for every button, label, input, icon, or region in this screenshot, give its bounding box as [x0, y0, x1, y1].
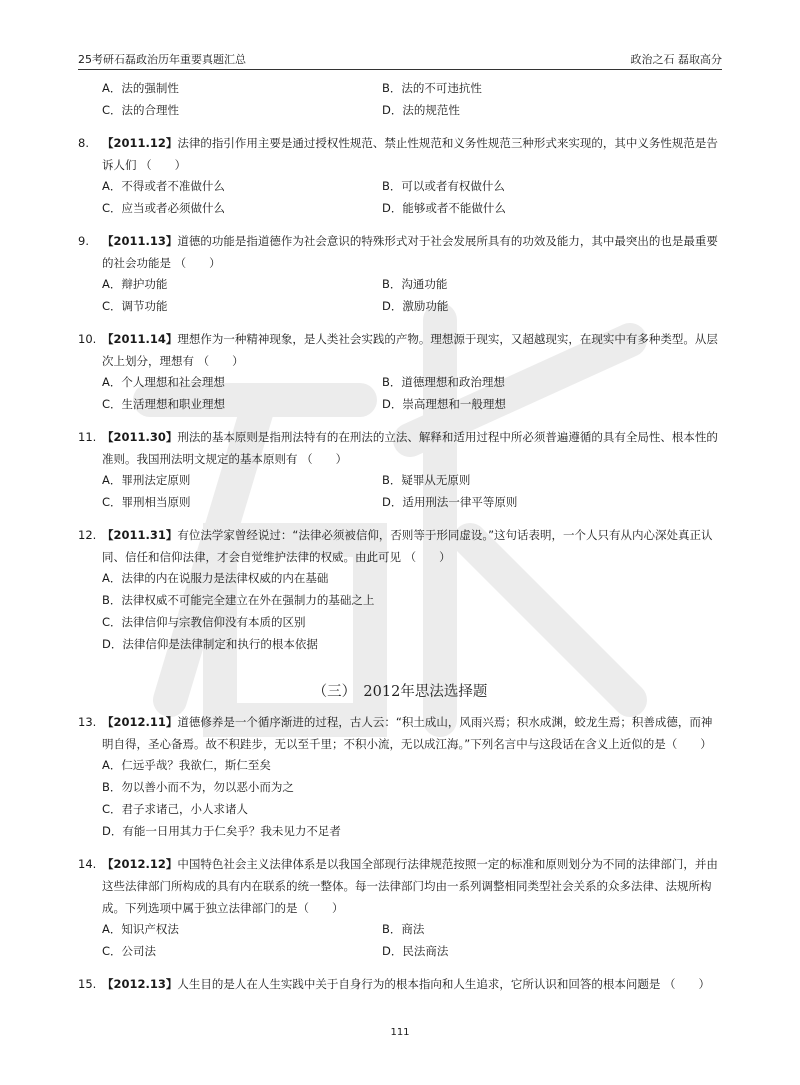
question-text: 道德修养是一个循序渐进的过程，古人云：“积土成山，风雨兴焉；积水成渊，蛟龙生焉；积善成德，而神明自得，圣心备焉。故不积跬步，无以至千里；不积小流，无以成江海。”下列名言中与这段话在含义上近似的是（ ）: [102, 715, 713, 752]
page-number: 111: [390, 1027, 410, 1038]
option-row: [78, 296, 722, 318]
question-number: 11.: [78, 430, 97, 444]
option-row: [78, 100, 722, 122]
option-a: A．知识产权法: [102, 922, 179, 937]
option-row: [78, 274, 722, 296]
question-10: [78, 328, 722, 416]
option-b: B．可以或者有权做什么: [382, 179, 505, 194]
option-b: B．疑罪从无原则: [382, 473, 471, 488]
question-text: 刑法的基本原则是指刑法特有的在刑法的立法、解释和适用过程中所必须普遍遵循的具有全局性、根本性的准则。我国刑法明文规定的基本原则有 （ ）: [102, 430, 718, 466]
option-a: A．辩护功能: [102, 277, 168, 292]
question-text: 道德的功能是指道德作为社会意识的特殊形式对于社会发展所具有的功效及能力，其中最突出的也是最重要的社会功能是 （ ）: [102, 234, 718, 270]
question-11: [78, 426, 722, 514]
question-14: [78, 853, 722, 963]
option-b: B．勿以善小而不为，勿以恶小而为之: [102, 780, 294, 795]
option-a: A．法的强制性: [102, 81, 179, 96]
page-content: [78, 78, 722, 995]
question-year: 【2011.31】: [102, 528, 178, 542]
question-year: 【2012.13】: [102, 977, 178, 992]
option-row: [78, 372, 722, 394]
question-number: 8.: [78, 136, 89, 150]
option-c: C．法的合理性: [102, 103, 180, 118]
question-year: 【2011.13】: [102, 234, 178, 248]
option-c: C．君子求诸己，小人求诸人: [102, 802, 249, 817]
option-row: [78, 394, 722, 416]
option-b: B．沟通功能: [382, 277, 448, 292]
option-a: A．法律的内在说服力是法律权威的内在基础: [102, 571, 329, 586]
question-15: [78, 973, 722, 995]
question-number: 14.: [78, 857, 97, 872]
section-title: （三） 2012年思法选择题: [312, 684, 488, 700]
option-b: B．道德理想和政治理想: [382, 375, 505, 390]
option-d: D．能够或者不能做什么: [382, 201, 506, 216]
option-b: B．法律权威不可能完全建立在外在强制力的基础之上: [102, 593, 375, 608]
option-d: D．崇高理想和一般理想: [382, 397, 506, 412]
option-b: B．法的不可违抗性: [382, 81, 482, 96]
option-row: [78, 470, 722, 492]
question-text: 人生目的是人在人生实践中关于自身行为的根本指向和人生追求，它所认识和回答的根本问题是 （ ）: [177, 977, 711, 992]
question-number: 12.: [78, 528, 97, 542]
option-d: D．法的规范性: [382, 103, 460, 118]
option-c: C．调节功能: [102, 299, 168, 314]
option-a: A．罪刑法定原则: [102, 473, 191, 488]
option-a: A．个人理想和社会理想: [102, 375, 225, 390]
page-header: [78, 52, 722, 68]
option-c: C．法律信仰与宗教信仰没有本质的区别: [102, 615, 306, 630]
option-a: A．不得或者不准做什么: [102, 179, 225, 194]
option-d: D．激励功能: [382, 299, 449, 314]
option-d: D．法律信仰是法律制定和执行的根本依据: [102, 637, 318, 652]
question-number: 10.: [78, 332, 97, 346]
option-d: D．民法商法: [382, 944, 449, 959]
option-row: [78, 78, 722, 100]
question-9: [78, 230, 722, 318]
option-c: C．应当或者必须做什么: [102, 201, 226, 216]
question-year: 【2012.11】: [102, 715, 178, 730]
question-13: [78, 711, 722, 843]
question-number: 15.: [78, 977, 97, 992]
option-d: D．有能一日用其力于仁矣乎？我未见力不足者: [102, 824, 341, 839]
question-12: [78, 524, 722, 656]
option-list: [78, 568, 722, 656]
option-row: [78, 198, 722, 220]
question-year: 【2012.12】: [102, 857, 178, 872]
question-year: 【2011.30】: [102, 430, 178, 444]
option-a: A．仁远乎哉？我欲仁，斯仁至矣: [102, 758, 271, 773]
question-year: 【2011.14】: [102, 332, 178, 346]
question-8: [78, 132, 722, 220]
header-slogan: 政治之石 磊取高分: [630, 53, 722, 67]
option-row: [78, 941, 722, 963]
option-c: C．罪刑相当原则: [102, 495, 191, 510]
question-text: 有位法学家曾经说过：“法律必须被信仰，否则等于形同虚设。”这句话表明，一个人只有从内心深处真正认同、信任和信仰法律，才会自觉维护法律的权威。由此可见 （ ）: [102, 528, 713, 564]
question-text: 法律的指引作用主要是通过授权性规范、禁止性规范和义务性规范三种形式来实现的，其中义务性规范是告诉人们 （ ）: [102, 136, 718, 172]
option-row: [78, 176, 722, 198]
question-7-options: [78, 78, 722, 122]
option-c: C．公司法: [102, 944, 157, 959]
question-number: 9.: [78, 234, 89, 248]
header-rule: [78, 69, 722, 70]
option-row: [78, 492, 722, 514]
header-title: 25考研石磊政治历年重要真题汇总: [78, 53, 246, 67]
question-text: 理想作为一种精神现象，是人类社会实践的产物。理想源于现实，又超越现实，在现实中有多种类型。从层次上划分，理想有 （ ）: [102, 332, 718, 368]
option-list: [78, 755, 722, 843]
option-d: D．适用刑法一律平等原则: [382, 495, 518, 510]
question-text: 中国特色社会主义法律体系是以我国全部现行法律规范按照一定的标准和原则划分为不同的法律部门，并由这些法律部门所构成的具有内在联系的统一整体。每一法律部门均由一系列调整相同类型社会关系的众多法律、法规所构成。下列选项中属于独立法律部门的是（ ）: [102, 857, 718, 916]
option-row: [78, 919, 722, 941]
question-year: 【2011.12】: [102, 136, 178, 150]
option-c: C．生活理想和职业理想: [102, 397, 226, 412]
question-number: 13.: [78, 715, 97, 730]
option-b: B．商法: [382, 922, 425, 937]
